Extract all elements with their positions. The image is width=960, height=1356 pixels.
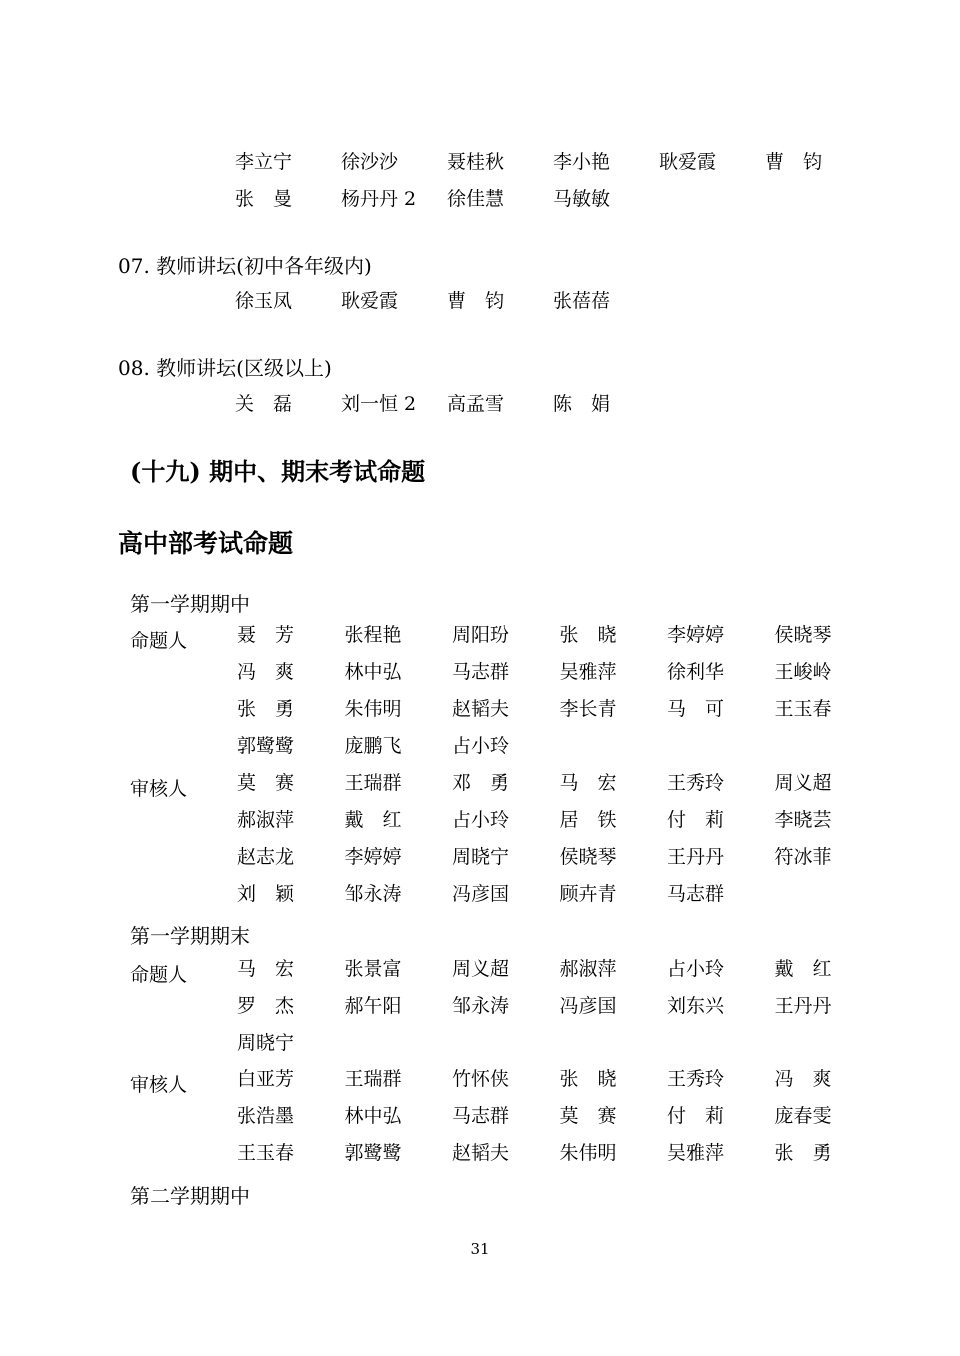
name-entry: 罗 杰 xyxy=(237,995,295,1017)
name-entry: 徐佳慧 xyxy=(447,188,505,210)
name-entry: 李晓芸 xyxy=(774,809,832,831)
name-entry: 徐利华 xyxy=(667,661,725,683)
name-list-top xyxy=(235,144,871,218)
name-entry: 张程艳 xyxy=(344,624,402,646)
name-entry: 庞春雯 xyxy=(774,1105,832,1127)
name-entry: 王瑞群 xyxy=(344,772,402,794)
name-entry: 张 晓 xyxy=(559,1068,617,1090)
name-entry: 王丹丹 xyxy=(667,846,725,868)
term1-final-title: 第一学期期末 xyxy=(130,924,250,948)
name-entry: 马 宏 xyxy=(237,958,295,980)
name-entry: 吴雅萍 xyxy=(559,661,617,683)
name-entry: 王瑞群 xyxy=(344,1068,402,1090)
name-entry: 王玉春 xyxy=(774,698,832,720)
term1-final-reviewers xyxy=(237,1061,882,1172)
name-entry: 冯 爽 xyxy=(237,661,295,683)
name-entry: 周义超 xyxy=(774,772,832,794)
name-entry: 张景富 xyxy=(344,958,402,980)
name-entry: 刘一恒 2 xyxy=(341,393,417,415)
name-entry: 朱伟明 xyxy=(559,1142,617,1164)
name-entry: 李婷婷 xyxy=(667,624,725,646)
item-08-heading: 08. 教师讲坛(区级以上) xyxy=(118,356,332,380)
term1-mid-title: 第一学期期中 xyxy=(130,592,250,616)
name-entry: 付 莉 xyxy=(667,1105,725,1127)
name-entry: 徐玉凤 xyxy=(235,290,293,312)
name-entry: 占小玲 xyxy=(667,958,725,980)
name-entry: 郝淑萍 xyxy=(559,958,617,980)
name-entry: 徐沙沙 xyxy=(341,151,399,173)
name-entry: 李立宁 xyxy=(235,151,293,173)
name-entry: 王秀玲 xyxy=(667,1068,725,1090)
name-entry: 张蓓蓓 xyxy=(553,290,611,312)
name-entry: 马敏敏 xyxy=(553,188,611,210)
name-entry: 邓 勇 xyxy=(452,772,510,794)
name-entry: 朱伟明 xyxy=(344,698,402,720)
name-entry: 林中弘 xyxy=(344,1105,402,1127)
name-entry: 马志群 xyxy=(667,883,725,905)
page-number: 31 xyxy=(470,1240,490,1258)
name-entry: 马 宏 xyxy=(559,772,617,794)
name-entry: 郝淑萍 xyxy=(237,809,295,831)
name-entry: 吴雅萍 xyxy=(667,1142,725,1164)
name-entry: 李婷婷 xyxy=(344,846,402,868)
name-entry: 白亚芳 xyxy=(237,1068,295,1090)
term1-final-reviewer-label: 审核人 xyxy=(130,1074,188,1096)
name-entry: 赵韬夫 xyxy=(452,698,510,720)
name-entry: 周阳玢 xyxy=(452,624,510,646)
name-entry: 聂桂秋 xyxy=(447,151,505,173)
name-entry: 付 莉 xyxy=(667,809,725,831)
name-entry: 聂 芳 xyxy=(237,624,295,646)
term1-mid-setters xyxy=(237,617,882,765)
name-entry: 莫 赛 xyxy=(559,1105,617,1127)
name-entry: 占小玲 xyxy=(452,735,510,757)
name-entry: 陈 娟 xyxy=(553,393,611,415)
name-entry: 莫 赛 xyxy=(237,772,295,794)
item-07-heading: 07. 教师讲坛(初中各年级内) xyxy=(118,254,372,278)
name-entry: 周晓宁 xyxy=(237,1032,295,1054)
term2-mid-title: 第二学期期中 xyxy=(130,1184,250,1208)
name-entry: 符冰菲 xyxy=(774,846,832,868)
item-08-names xyxy=(235,386,871,423)
name-entry: 王玉春 xyxy=(237,1142,295,1164)
name-entry: 戴 红 xyxy=(774,958,832,980)
name-entry: 关 磊 xyxy=(235,393,293,415)
name-entry: 居 铁 xyxy=(559,809,617,831)
name-entry: 邹永涛 xyxy=(452,995,510,1017)
name-entry: 郭鹭鹭 xyxy=(237,735,295,757)
name-entry: 郭鹭鹭 xyxy=(344,1142,402,1164)
name-entry: 邹永涛 xyxy=(344,883,402,905)
name-entry: 冯彦国 xyxy=(452,883,510,905)
name-entry: 张浩墨 xyxy=(237,1105,295,1127)
name-entry: 冯 爽 xyxy=(774,1068,832,1090)
name-entry: 张 晓 xyxy=(559,624,617,646)
name-entry: 马 可 xyxy=(667,698,725,720)
name-entry: 刘 颖 xyxy=(237,883,295,905)
term1-mid-reviewer-label: 审核人 xyxy=(130,778,188,800)
term1-final-setter-label: 命题人 xyxy=(130,964,188,986)
name-entry: 郝午阳 xyxy=(344,995,402,1017)
name-entry: 曹 钧 xyxy=(447,290,505,312)
name-entry: 耿爱霞 xyxy=(659,151,717,173)
name-entry: 张 曼 xyxy=(235,188,293,210)
name-entry: 张 勇 xyxy=(237,698,295,720)
name-entry: 林中弘 xyxy=(344,661,402,683)
name-entry: 竹怀侠 xyxy=(452,1068,510,1090)
name-entry: 周义超 xyxy=(452,958,510,980)
name-entry: 戴 红 xyxy=(344,809,402,831)
name-entry: 赵志龙 xyxy=(237,846,295,868)
section-title: (十九) 期中、期末考试命题 xyxy=(130,457,426,486)
name-entry: 曹 钧 xyxy=(765,151,823,173)
name-entry: 刘东兴 xyxy=(667,995,725,1017)
name-entry: 周晓宁 xyxy=(452,846,510,868)
term1-mid-reviewers xyxy=(237,765,882,913)
item-07-names xyxy=(235,283,871,320)
name-entry: 占小玲 xyxy=(452,809,510,831)
name-entry: 王峻岭 xyxy=(774,661,832,683)
name-entry: 张 勇 xyxy=(774,1142,832,1164)
name-entry: 顾卉青 xyxy=(559,883,617,905)
name-entry: 李长青 xyxy=(559,698,617,720)
name-entry: 马志群 xyxy=(452,1105,510,1127)
term1-final-setters xyxy=(237,951,882,1062)
name-entry: 王丹丹 xyxy=(774,995,832,1017)
name-entry: 高孟雪 xyxy=(447,393,505,415)
name-entry: 庞鹏飞 xyxy=(344,735,402,757)
name-entry: 冯彦国 xyxy=(559,995,617,1017)
name-entry: 侯晓琴 xyxy=(559,846,617,868)
name-entry: 王秀玲 xyxy=(667,772,725,794)
sub-title: 高中部考试命题 xyxy=(118,529,294,558)
term1-mid-setter-label: 命题人 xyxy=(130,630,188,652)
name-entry: 李小艳 xyxy=(553,151,611,173)
name-entry: 侯晓琴 xyxy=(774,624,832,646)
name-entry: 耿爱霞 xyxy=(341,290,399,312)
name-entry: 赵韬夫 xyxy=(452,1142,510,1164)
name-entry: 杨丹丹 2 xyxy=(341,188,417,210)
name-entry: 马志群 xyxy=(452,661,510,683)
